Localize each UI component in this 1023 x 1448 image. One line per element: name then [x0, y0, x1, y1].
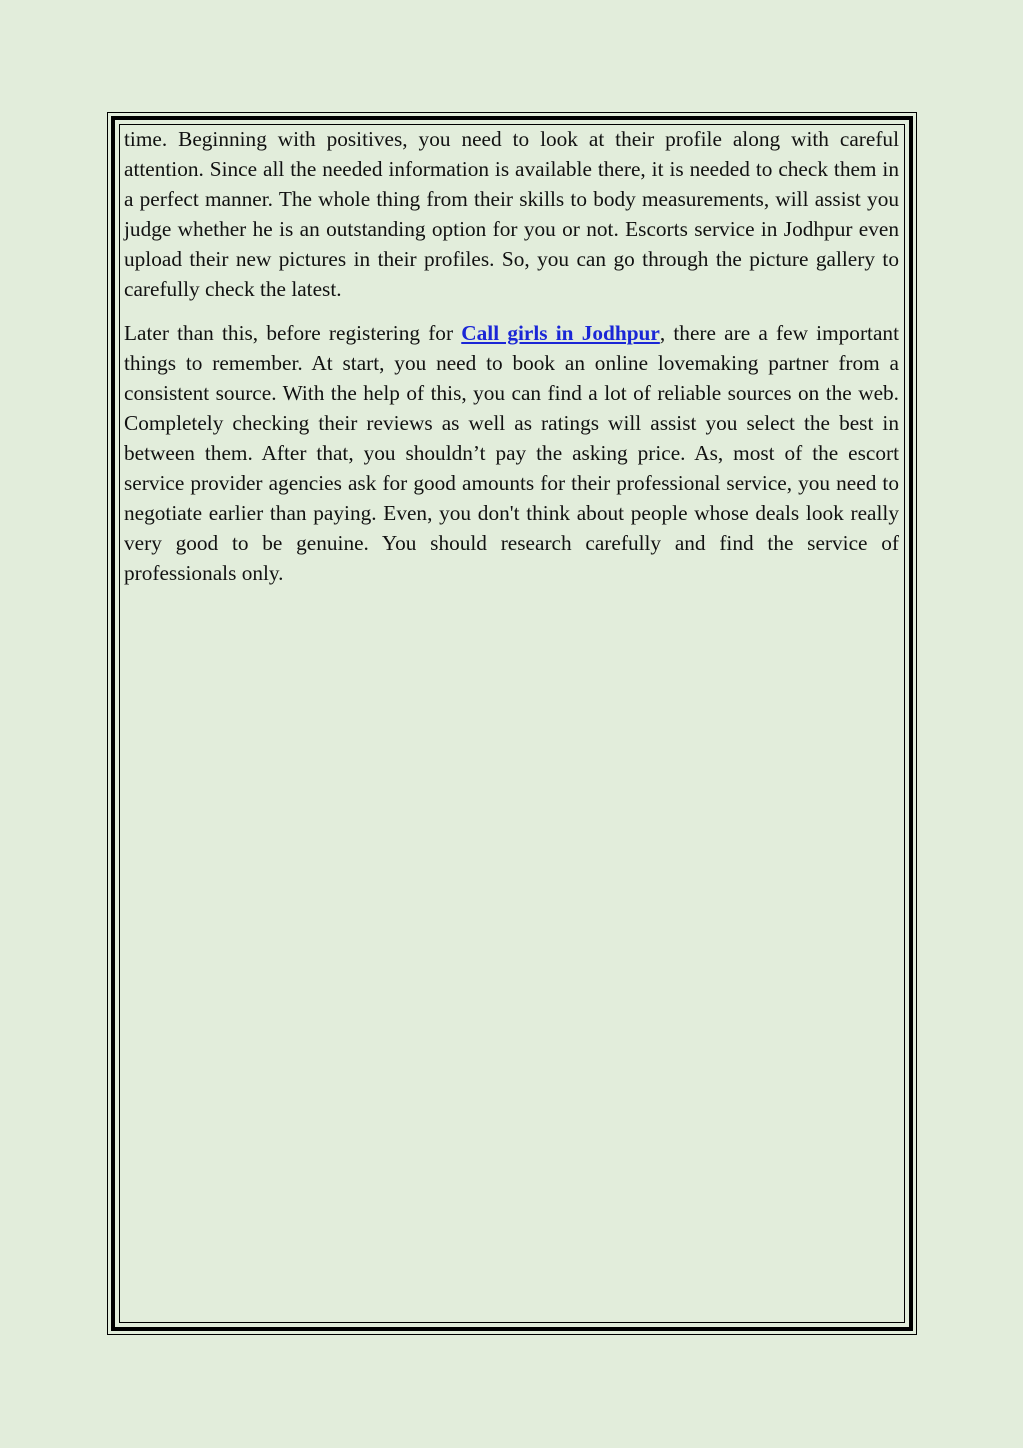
paragraph-2-after-link: , there are a few important things to remember. At start, you need to book an online lovemaking partner from a consistent source. With the help of this, you can find a lot of reliable sources on the web. Completely checking their reviews as well as ratings will assist you select the best in between them. After that, you shouldn’t pay the asking price. As, most of the escort service provider agencies ask for good amounts for their professional service, you need to negotiate earlier than paying. Even, you don't think about people whose deals look really very good to be genuine. You should research carefully and find the service of professionals only. — [124, 321, 899, 585]
paragraph-2 — [124, 318, 899, 588]
paragraph-1: time. Beginning with positives, you need to look at their profile along with careful attention. Since all the needed information is available there, it is needed to check them in a perfect manner. The whole thing from their skills to body measurements, will assist you judge whether he is an outstanding option for you or not. Escorts service in Jodhpur even upload their new pictures in their profiles. So, you can go through the picture gallery to carefully check the latest. — [124, 127, 899, 301]
paragraph-2-before-link: Later than this, before registering for — [124, 321, 462, 345]
document-body — [124, 124, 899, 588]
call-girls-jodhpur-link[interactable]: Call girls in Jodhpur — [461, 321, 660, 345]
